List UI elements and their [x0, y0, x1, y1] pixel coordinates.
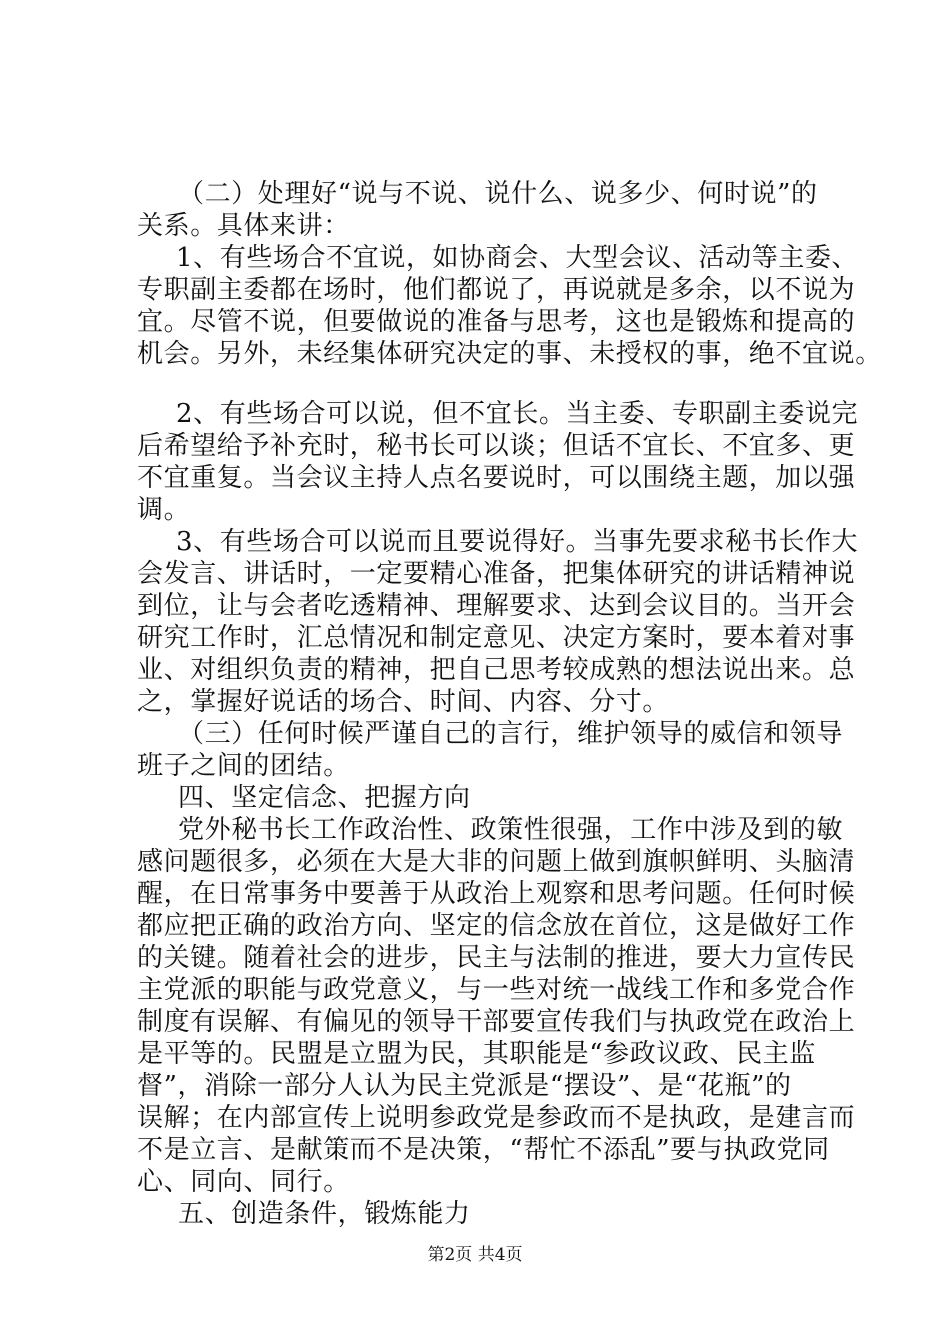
- text-line: 机会。另外，未经集体研究决定的事、未授权的事，绝不宜说。: [137, 339, 882, 369]
- text-line: 醒，在日常事务中要善于从政治上观察和思考问题。任何时候: [137, 879, 856, 909]
- text-line: 专职副主委都在场时，他们都说了，再说就是多余，以不说为: [137, 275, 856, 305]
- page-number-footer: 第2页 共4页: [427, 1245, 523, 1265]
- text-line: 业、对组织负责的精神，把自己思考较成熟的想法说出来。总: [137, 655, 856, 685]
- text-line: 是平等的。民盟是立盟为民，其职能是“参政议政、民主监: [137, 1039, 816, 1069]
- text-line: 制度有误解、有偏见的领导干部要宣传我们与执政党在政治上: [137, 1007, 856, 1037]
- text-line: 关系。具体来讲：: [137, 211, 350, 241]
- text-line: （三）任何时候严谨自己的言行，维护领导的威信和领导: [178, 719, 844, 749]
- text-line: 3、有些场合可以说而且要说得好。当事先要求秘书长作大: [176, 527, 859, 557]
- text-line: 之，掌握好说话的场合、时间、内容、分寸。: [137, 687, 670, 717]
- text-line: 研究工作时，汇总情况和制定意见、决定方案时，要本着对事: [137, 623, 856, 653]
- text-line: 不是立言、是献策而不是决策，“帮忙不添乱”要与执政党同: [137, 1135, 830, 1165]
- text-line: 后希望给予补充时，秘书长可以谈；但话不宜长、不宜多、更: [137, 431, 856, 461]
- text-line: 到位，让与会者吃透精神、理解要求、达到会议目的。当开会: [137, 591, 856, 621]
- text-line: 都应把正确的政治方向、坚定的信念放在首位，这是做好工作: [137, 911, 856, 941]
- text-line: 2、有些场合可以说，但不宜长。当主委、专职副主委说完: [176, 399, 859, 429]
- text-line: 督”，消除一部分人认为民主党派是“摆设”、是“花瓶”的: [137, 1071, 792, 1101]
- text-line: 调。: [137, 495, 191, 525]
- text-line: 班子之间的团结。: [137, 751, 350, 781]
- text-line: （二）处理好“说与不说、说什么、说多少、何时说”的: [178, 179, 818, 209]
- section-heading: 四、坚定信念、把握方向: [178, 783, 471, 813]
- text-line: 1、有些场合不宜说，如协商会、大型会议、活动等主委、: [176, 243, 859, 273]
- text-line: 宜。尽管不说，但要做说的准备与思考，这也是锻炼和提高的: [137, 307, 856, 337]
- text-line: 主党派的职能与政党意义，与一些对统一战线工作和多党合作: [137, 975, 856, 1005]
- text-line: 不宜重复。当会议主持人点名要说时，可以围绕主题，加以强: [137, 463, 856, 493]
- text-line: 会发言、讲话时，一定要精心准备，把集体研究的讲话精神说: [137, 559, 856, 589]
- text-line: 误解；在内部宣传上说明参政党是参政而不是执政，是建言而: [137, 1103, 856, 1133]
- section-heading: 五、创造条件，锻炼能力: [178, 1199, 471, 1229]
- text-line: 感问题很多，必须在大是大非的问题上做到旗帜鲜明、头脑清: [137, 847, 856, 877]
- text-line: 心、同向、同行。: [137, 1167, 350, 1197]
- text-line: 党外秘书长工作政治性、政策性很强，工作中涉及到的敏: [178, 815, 844, 845]
- text-line: 的关键。随着社会的进步，民主与法制的推进，要大力宣传民: [137, 943, 856, 973]
